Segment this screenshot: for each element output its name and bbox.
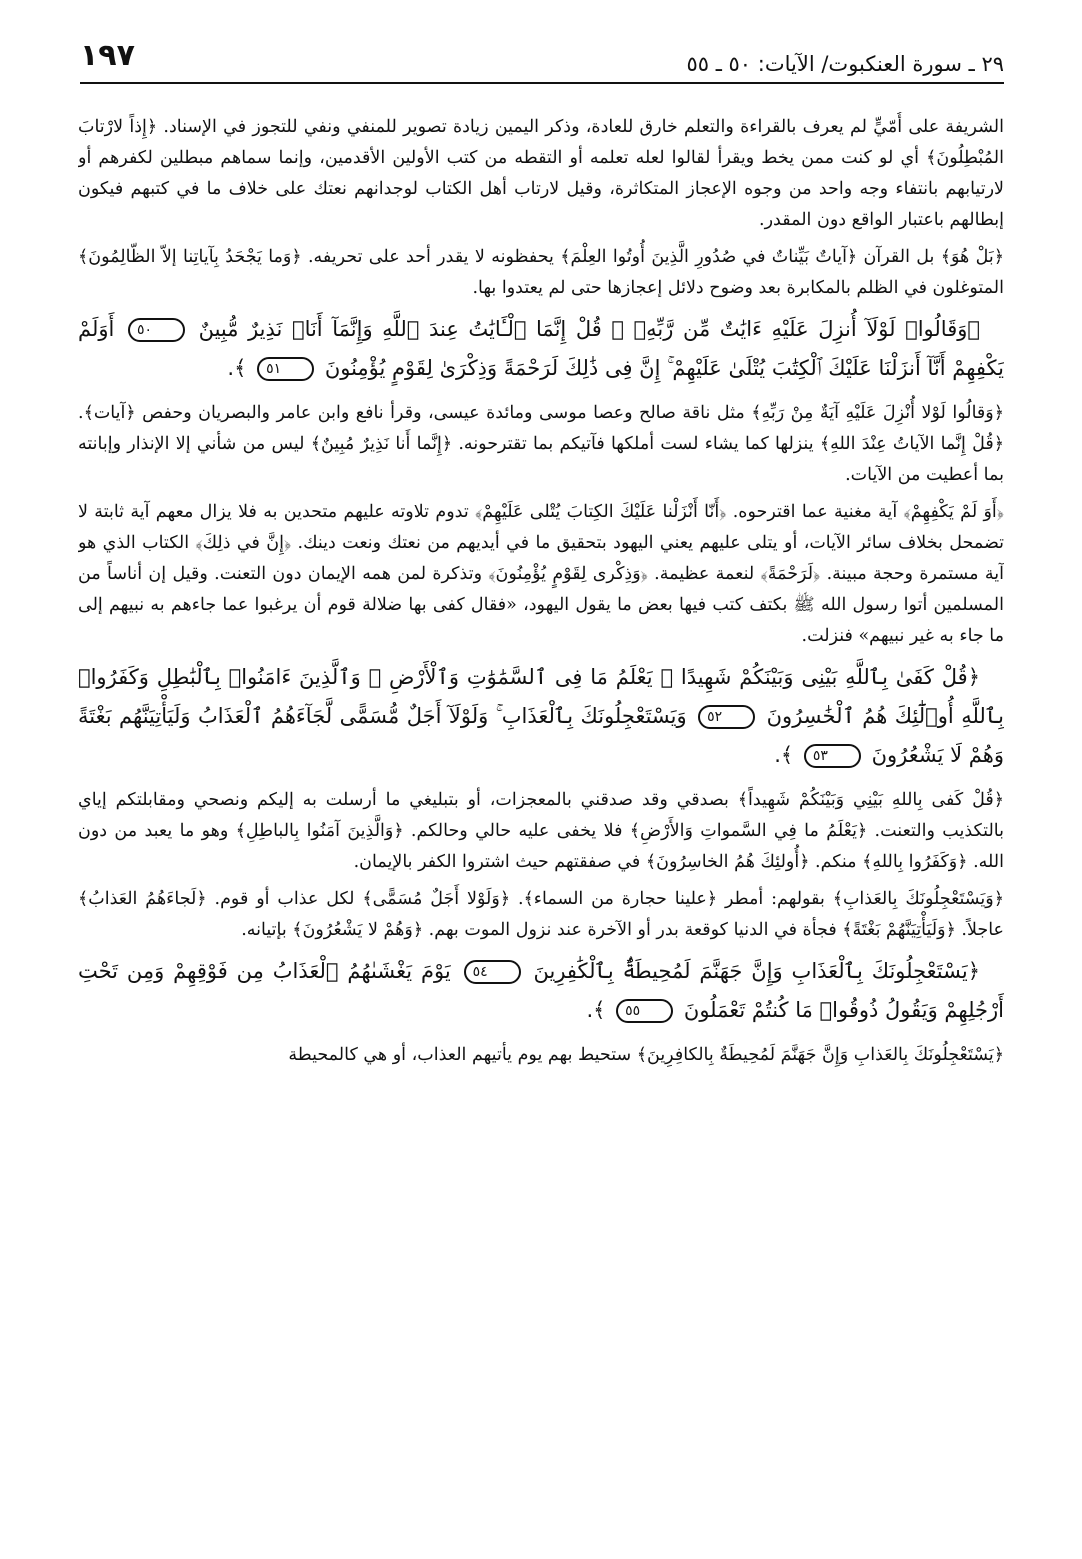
verse-end-bracket: ﴾. bbox=[774, 743, 794, 767]
ayah-number-marker: ٥٥ bbox=[616, 999, 673, 1023]
commentary-paragraph: ﴿قُلْ كَفى بِاللهِ بَيْنِي وَبَيْنَكُمْ شَهِيداً﴾ بصدقي وقد صدقني بالمعجزات، أو بتبليغي ما أرسلت به إليكم ونصحي ومقابلتكم إياي بالتكذيب والتعنت. ﴿يَعْلَمُ ما فِي السَّمواتِ وَالأَرْضِ﴾ فلا يخفى عليه حالي وحالكم. ﴿وَالَّذِينَ آمَنُوا بِالباطِلِ﴾ وهو ما يعبد من دون الله. ﴿وَكَفَرُوا بِاللهِ﴾ منكم. ﴿أُولئِكَ هُمُ الخاسِرُونَ﴾ في صفقتهم حيث اشتروا الكفر بالإيمان. bbox=[78, 790, 1004, 872]
verse-text: ﴿قُلْ كَفَىٰ بِٱللَّهِ بَيْنِى وَبَيْنَكُمْ شَهِيدًا ۖ يَعْلَمُ مَا فِى ٱلسَّمَٰوَٰتِ وَٱلْأَرْضِ ۗ وَٱلَّذِينَ ءَامَنُوا۟ بِٱلْبَٰطِلِ وَكَفَرُوا۟ بِٱللَّهِ أُو۟لَٰٓئِكَ هُمُ ٱلْخَٰسِرُونَ bbox=[78, 665, 1004, 728]
ayah-number-marker: ٥٢ bbox=[698, 705, 755, 729]
commentary-paragraph: ﴿وَقالُوا لَوْلا أُنْزِلَ عَلَيْهِ آيَةٌ مِنْ رَبِّهِ﴾ مثل ناقة صالح وعصا موسى ومائدة عيسى، وقرأ نافع وابن عامر والبصريان وحفص ﴿آيات﴾. ﴿قُلْ إِنَّما الآياتُ عِنْدَ اللهِ﴾ ينزلها كما يشاء لست أملكها فآتيكم بما تقترحونه. ﴿إِنَّما أَنا نَذِيرٌ مُبِينٌ﴾ ليس من شأني إلا الإنذار وإبانته بما أعطيت من الآيات. bbox=[78, 403, 1004, 485]
commentary-paragraph: الشريفة على أُمّيٍّ لم يعرف بالقراءة والتعلم خارق للعادة، وذكر اليمين زيادة تصوير للمنفي ونفي للتجوز في الإسناد. ﴿إِذاً لارْتابَ المُبْطِلُونَ﴾ أي لو كنت ممن يخط ويقرأ لقالوا لعله تعلمه أو التقطه من كتب الأولين الأقدمين، وإنما سماهم مبطلين لكفرهم أو لارتيابهم بانتفاء وجه واحد من وجوه الإعجاز المتكاثرة، وقيل لارتاب أهل الكتاب لوجدانهم نعتك على خلاف ما في كتبهم فيكون إبطالهم باعتبار الواقع دون المقدر. bbox=[78, 117, 1004, 230]
page-number: ١٩٧ bbox=[80, 38, 135, 73]
header-rule bbox=[80, 82, 1004, 84]
ayah-number-marker: ٥٠ bbox=[128, 318, 185, 342]
commentary-paragraph: ﴿يَسْتَعْجِلُونَكَ بِالعَذابِ وَإِنَّ جَهَنَّمَ لَمُحِيطَةٌ بِالكافِرِينَ﴾ ستحيط بهم يوم يأتيهم العذاب، أو هي كالمحيطة bbox=[288, 1045, 1004, 1065]
quran-verse-block bbox=[78, 310, 1004, 388]
verse-text: ﴿وَقَالُوا۟ لَوْلَآ أُنزِلَ عَلَيْهِ ءَايَٰتٌ مِّن رَّبِّهِۦ ۖ قُلْ إِنَّمَا ٱلْـَٔايَٰتُ عِندَ ٱللَّهِ وَإِنَّمَآ أَنَا۠ نَذِيرٌ مُّبِينٌ bbox=[198, 317, 980, 341]
quran-verse-block bbox=[78, 952, 1004, 1030]
ayah-number-marker: ٥٣ bbox=[804, 744, 861, 768]
ayah-number-marker: ٥١ bbox=[257, 357, 314, 381]
verse-end-bracket: ﴾. bbox=[586, 998, 606, 1022]
verse-text: أَوَلَمْ يَكْفِهِمْ أَنَّآ أَنزَلْنَا عَلَيْكَ ٱلْكِتَٰبَ يُتْلَىٰ عَلَيْهِمْ ۚ إِنَّ فِى ذَٰلِكَ لَرَحْمَةً وَذِكْرَىٰ لِقَوْمٍ يُؤْمِنُونَ bbox=[78, 317, 1004, 380]
page-header bbox=[80, 38, 1004, 82]
commentary-paragraph: ﴿بَلْ هُوَ﴾ بل القرآن ﴿آياتٌ بَيِّناتٌ في صُدُورِ الَّذِينَ أُوتُوا العِلْمَ﴾ يحفظونه لا يقدر أحد على تحريفه. ﴿وَما يَجْحَدُ بِآياتِنا إلاّ الظّالِمُونَ﴾ المتوغلون في الظلم بالمكابرة بعد وضوح دلائل إعجازها حتى لم يعتدوا بها. bbox=[78, 247, 1004, 298]
verse-end-bracket: ﴾. bbox=[227, 356, 247, 380]
verse-text: ﴿يَسْتَعْجِلُونَكَ بِٱلْعَذَابِ وَإِنَّ جَهَنَّمَ لَمُحِيطَةٌۢ بِٱلْكَٰفِرِينَ bbox=[533, 959, 980, 983]
ayah-number-marker: ٥٤ bbox=[464, 960, 521, 984]
verse-text: يَوْمَ يَغْشَىٰهُمُ ٱلْعَذَابُ مِن فَوْقِهِمْ وَمِن تَحْتِ أَرْجُلِهِمْ وَيَقُولُ ذُوقُوا۟ مَا كُنتُمْ تَعْمَلُونَ bbox=[78, 959, 1004, 1022]
commentary-paragraph: ﴿وَيَسْتَعْجِلُونَكَ بِالعَذابِ﴾ بقولهم: أمطر ﴿علينا حجارة من السماء﴾. ﴿وَلَوْلا أَجَلٌ مُسَمًّى﴾ لكل عذاب أو قوم. ﴿لَجاءَهُمُ العَذابُ﴾ عاجلاً. ﴿وَلَيَأْتِيَنَّهُمْ بَغْتَةً﴾ فجأة في الدنيا كوقعة بدر أو الآخرة عند نزول الموت بهم. ﴿وَهُمْ لا يَشْعُرُونَ﴾ بإتيانه. bbox=[78, 889, 1004, 940]
quran-verse-block bbox=[78, 658, 1004, 775]
commentary-paragraph: ﴿أَوَ لَمْ يَكْفِهِمْ﴾ آية مغنية عما اقترحوه. ﴿أَنّا أَنْزَلْنا عَلَيْكَ الكِتابَ يُتْلى عَلَيْهِمْ﴾ تدوم تلاوته عليهم متحدين به فلا يزال معهم آية ثابتة لا تضمحل بخلاف سائر الآيات، أو يتلى عليهم يعني اليهود بتحقيق ما في أيديهم من نعتك ونعت دينك. ﴿إِنَّ في ذلِكَ﴾ الكتاب الذي هو آية مستمرة وحجة مبينة. ﴿لَرَحْمَةً﴾ لنعمة عظيمة. ﴿وَذِكْرى لِقَوْمٍ يُؤْمِنُونَ﴾ وتذكرة لمن همه الإيمان دون التعنت. وقيل إن أناساً من المسلمين أتوا رسول الله ﷺ بكتف كتب فيها بعض ما يقول اليهود، «فقال كفى بها ضلالة قوم أن يرغبوا عما جاءهم به نبيهم إلى ما جاء به غير نبيهم» فنزلت. bbox=[78, 502, 1004, 646]
running-header-title: ٢٩ ـ سورة العنكبوت/ الآيات: ٥٠ ـ ٥٥ bbox=[686, 52, 1004, 76]
verse-text: وَيَسْتَعْجِلُونَكَ بِٱلْعَذَابِ ۚ وَلَوْلَآ أَجَلٌ مُّسَمًّى لَّجَآءَهُمُ ٱلْعَذَابُ وَلَيَأْتِيَنَّهُم بَغْتَةً وَهُمْ لَا يَشْعُرُونَ bbox=[78, 704, 1004, 767]
page-content bbox=[78, 112, 1004, 1549]
